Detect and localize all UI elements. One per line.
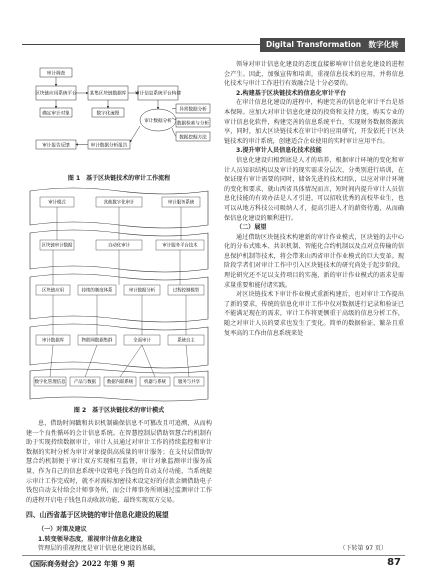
diagram-node-label: 系统自主 [177, 338, 195, 344]
subheading-platform: 2.构建基于区块链技术的信息化审计平台 [236, 89, 347, 97]
footer-rule [22, 555, 405, 556]
figure-1-diagram [26, 62, 212, 172]
page-number: 87 [387, 557, 401, 568]
subheading-skills: 3.提升审计人员信息化技术技能 [236, 147, 322, 155]
right-paragraph-1: 领导对审计信息化建设的态度直接影响审计信息化建设的进程会产生。因此，加强宣传和培训，重视信息技术的应用，并将信息化技术与审计工作进行有效融合是十分必要的。 [224, 61, 404, 88]
diagram-node-label: 审计服务系统 [167, 200, 195, 206]
section-heading-4: 四、山西省基于区块链的审计信息化建设的展望 [26, 511, 169, 520]
right-column [224, 60, 404, 338]
diagram-node-label: 物联网数据集群 [81, 338, 113, 344]
diagram-node-label: 机器与系统 [144, 380, 166, 386]
left-paragraph-2: 管理层的重视程度是审计信息化建设的基础， [38, 545, 160, 553]
fig1-risk-report: 审计数据分析报告 [90, 143, 128, 149]
diagram-node-label: 数据内联系统 [106, 380, 134, 386]
figure-2-caption: 图 2 基于区块链技术的审计模式 [73, 407, 165, 414]
diagram-node-label: 区块链应用 [42, 288, 64, 294]
fig1-define-subject: 确定审计对象 [42, 111, 70, 117]
left-column [26, 419, 212, 554]
diagram-node-label: 全面审计 [133, 338, 151, 344]
fig1-search: 数据检索与分析 [176, 121, 210, 127]
subheading-outlook: （二）展望 [236, 224, 267, 232]
right-paragraph-5: 对区块链技术下审计作业模式重新构建后，也对审计工作提出了新的要求，传统的信息化审计工作中仅对数据进行记录和验证已不能满足现在的需求，审计工作将更侧重于高级的信息分析工作，随之对审计人员的要求也发生了变化。简单的数据验证、繁杂且重复率高的工作由信息系统来处 [224, 291, 404, 337]
diagram-node-label: 过程控制模型 [172, 288, 200, 294]
fig1-digital-flow: 数字化流程 [96, 111, 120, 117]
fig1-blockchain-platform: 区块链应用系统平台 [35, 91, 77, 97]
diagram-node-label: 区块链审计数据 [41, 243, 73, 249]
diagram-node-label: 数字化管理信息 [34, 380, 66, 386]
right-paragraph-2: 在审计信息化建设的进程中，构建完善的信息化审计平台是基本保障。应加大对审计信息化建设的投资和支持力度，购买专业的审计信息化软件，构建完善的信息系统平台，实现财务数据资源共享，同时，加大区块链技术在审计中的应用研究，开发依托于区块链技术的审计系统，创建适合企业使用的实时审计应用平台。 [224, 99, 404, 145]
diagram-node-label: 自动化审计 [108, 243, 130, 249]
fig1-report-feedback: 审计报告反馈 [42, 143, 70, 149]
diagram-node-label: 其他数字化审计 [103, 200, 135, 206]
diagram-node-label: 审计数据分析 [128, 288, 156, 294]
right-paragraph-3: 信息化建设归根到底是人才的培养，根据审计环境的变化和审计人员知识结构以及审计的现实需求分层次、分类别进行培训，在保证现有审计需要的同时，储备先进的技术团队，以应对审计环境的变化和要求，就山西省具体情况而言，短时间内提升审计人员信息化技能的有效办法是人才引进，可以招收优秀的高校毕业生，也可以从地方科技公司吸纳人才，提高引进人才的薪资待遇，从而确保信息化建设的顺利进行。 [224, 156, 404, 222]
figure-1-caption: 图 1 基于区块链技术的审计工作流程 [67, 175, 171, 182]
fig1-central-db: 某集区块链数据库 [89, 91, 127, 97]
fig1-exception: 异常数据分析 [179, 107, 207, 113]
diagram-node-label: 审计模式 [48, 200, 66, 206]
fig1-monitor: 数据挖掘方法 [179, 135, 207, 141]
diagram-node-label: 持续的制度体系 [81, 288, 113, 294]
section-header: Digital Transformation 数字化转型 [260, 38, 405, 52]
continued-note: （下转第 97 页） [339, 545, 387, 552]
fig1-platform: 审计信息系统平台构建 [135, 91, 181, 97]
left-paragraph-1: 息，借助时间戳和共识机制确保信息不可篡改且可追溯，从而构建一个良性循环的会计信息系统。在智慧控制层借助智慧合约机制有助于实现持续数据审计，审计人员通过对审计工作的持续监控和审计数据的实时分析为审计对象提供高质量的审计服务；在支付层借助智慧合约机制便于审计双方实现相互监督，审计对象监测审计服务质量，作为自己的信息系统中设置电子钱包的自动支付功能，当系统提示审计工作完成时，就不对需标加密技术设定好的付款金额借助电子钱包自动支付给会计师事务所，而会计师事务所则通过监测审计工作的进程开启电子钱包自动收款功能，最终实现双方交易。 [26, 420, 212, 504]
subheading-leadership: 1.转变领导态度，重视审计信息化建设 [38, 535, 143, 543]
journal-title: 《国际商务财会》2022 年第 9 期 [26, 559, 135, 568]
diagram-node-label: 审计数据库 [42, 338, 64, 344]
figure-2-diagram [26, 185, 212, 403]
diagram-node-label: 产品与数据 [74, 380, 96, 386]
diagram-node-label: 服务与共享 [178, 380, 200, 386]
fig1-investigate: 审计调查 [46, 71, 66, 77]
fig1-analysis: 审计数据分析 [144, 119, 172, 124]
subheading-countermeasures: （一）对策及建议 [38, 525, 87, 533]
diagram-node-label: 审计服务平台技术 [162, 243, 198, 249]
right-paragraph-4: 通过借助区块链技术构建新的审计作业模式，区块链的去中心化的分布式账本、共识机制、智能化合约机制以及点对点传输的信息保护机制等技术，将会带来山西省审计作业模式的巨大变革。现阶段学者们对审计工作中引入区块链技术的研究尚处于起步阶段，理论研究还不足以支持项目的实施，新的审计作业模式的需求是需求量重要和能付诸实践。 [224, 233, 404, 289]
